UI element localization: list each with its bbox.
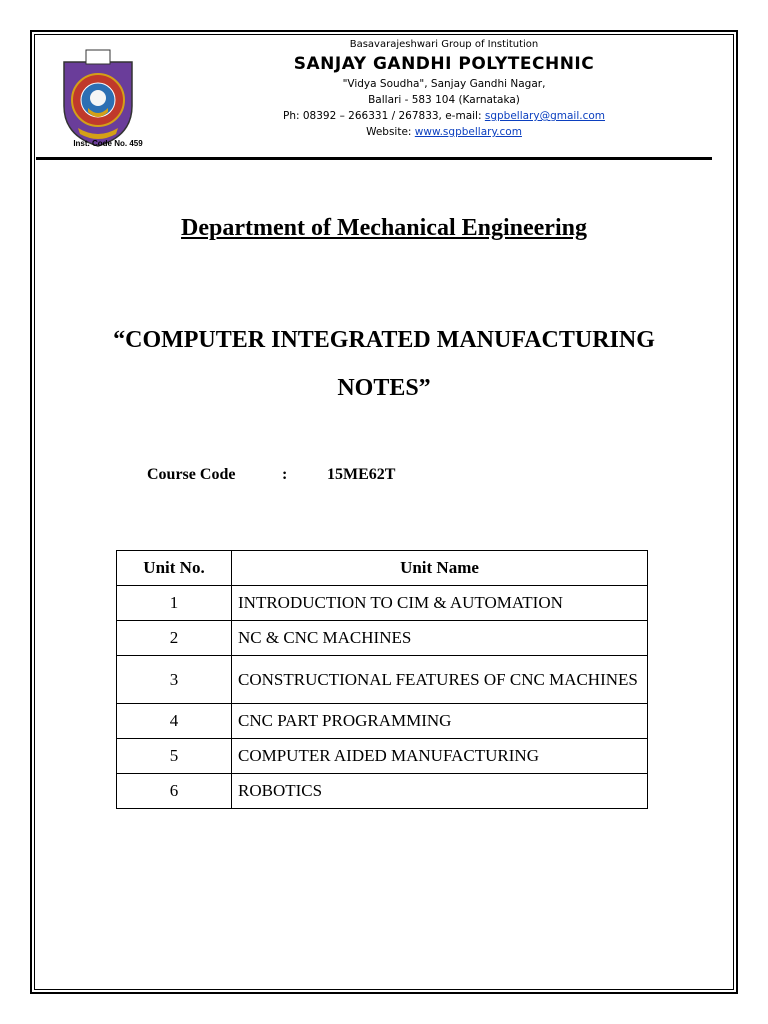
table-row: [117, 704, 648, 739]
units-table: [116, 550, 648, 809]
institution-code: Inst. Code No. 459: [73, 139, 143, 148]
table-row: [117, 656, 648, 704]
address-line-2: Ballari - 583 104 (Karnataka): [368, 94, 520, 106]
table-row: [117, 774, 648, 809]
letterhead-text: [216, 36, 672, 140]
letterhead: [36, 36, 732, 160]
address-line-1: "Vidya Soudha", Sanjay Gandhi Nagar,: [342, 78, 546, 90]
group-name: Basavarajeshwari Group of Institution: [349, 39, 539, 50]
unit-name: ROBOTICS: [232, 774, 648, 809]
college-name: SANJAY GANDHI POLYTECHNIC: [293, 54, 595, 74]
unit-no: 1: [117, 586, 232, 621]
unit-no: 3: [117, 656, 232, 704]
unit-name: COMPUTER AIDED MANUFACTURING: [232, 739, 648, 774]
unit-no: 6: [117, 774, 232, 809]
unit-name: CNC PART PROGRAMMING: [232, 704, 648, 739]
department-heading: Department of Mechanical Engineering: [181, 215, 587, 241]
website-link[interactable]: www.sgpbellary.com: [414, 126, 522, 138]
unit-no: 5: [117, 739, 232, 774]
table-row: [117, 586, 648, 621]
header-unit-no: Unit No.: [117, 551, 232, 586]
college-logo: [58, 48, 138, 148]
course-code-label: Course Code: [147, 466, 236, 483]
table-row: [117, 739, 648, 774]
unit-name: CONSTRUCTIONAL FEATURES OF CNC MACHINES: [232, 656, 648, 704]
table-header-row: [117, 551, 648, 586]
unit-name: NC & CNC MACHINES: [232, 621, 648, 656]
contact-line: [216, 108, 672, 124]
header-unit-name: Unit Name: [232, 551, 648, 586]
title-line-2: NOTES”: [337, 375, 431, 401]
phone-text: Ph: 08392 – 266331 / 267833, e-mail:: [282, 110, 485, 122]
page-border-inner: [34, 34, 734, 990]
website-label: Website:: [366, 126, 415, 138]
unit-no: 2: [117, 621, 232, 656]
course-code-line: [147, 466, 395, 484]
document-title: [36, 316, 732, 412]
unit-name: INTRODUCTION TO CIM & AUTOMATION: [232, 586, 648, 621]
course-code-colon: :: [282, 466, 288, 483]
unit-no: 4: [117, 704, 232, 739]
email-link[interactable]: sgpbellary@gmail.com: [484, 110, 606, 122]
website-line: [216, 124, 672, 140]
course-code-value: 15ME62T: [327, 466, 396, 483]
header-rule: [36, 157, 712, 160]
table-row: [117, 621, 648, 656]
title-line-1: “COMPUTER INTEGRATED MANUFACTURING: [113, 327, 655, 353]
